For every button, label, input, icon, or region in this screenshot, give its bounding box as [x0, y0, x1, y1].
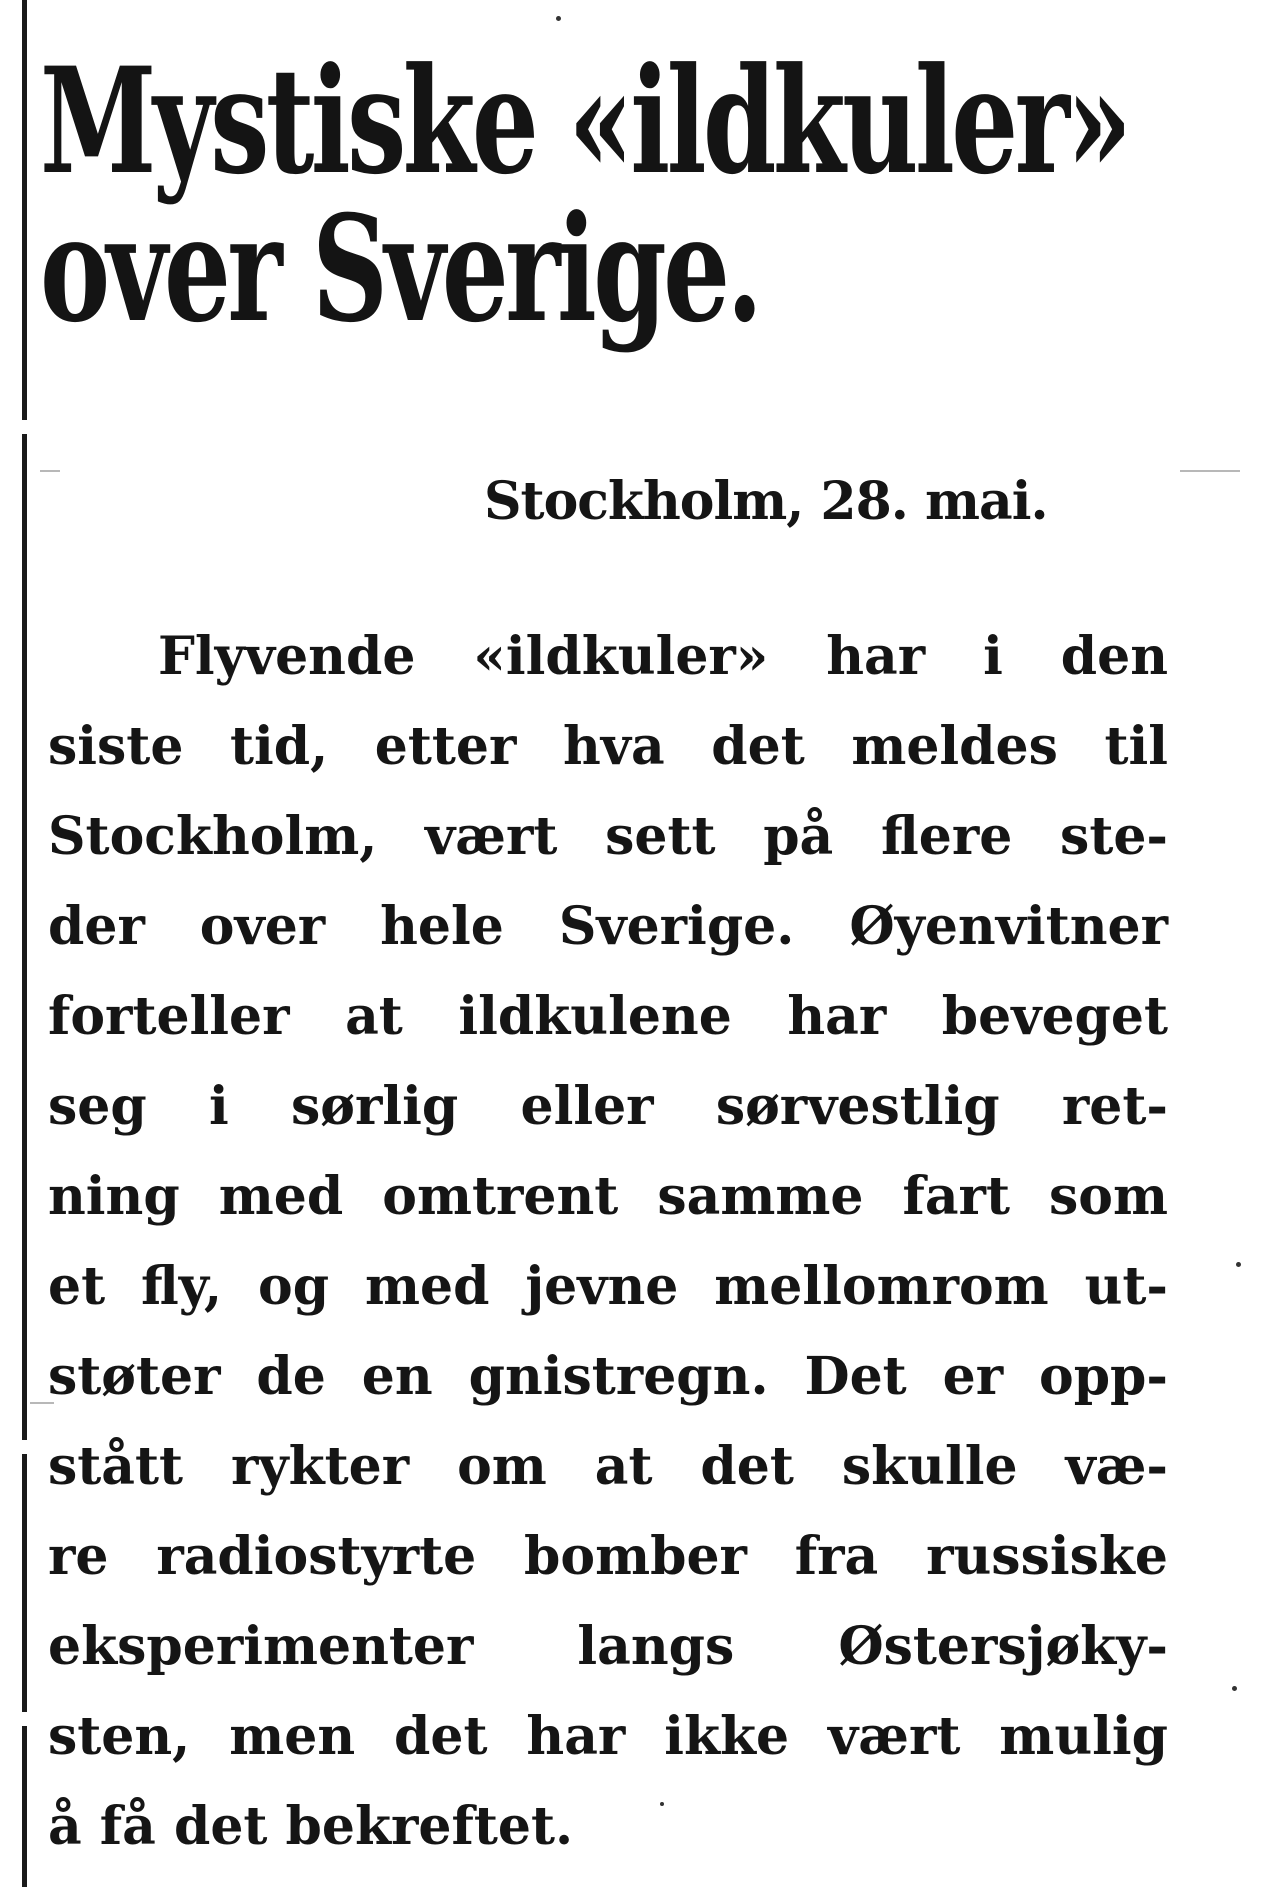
- headline-line-1: Mystiske «ildkuler»: [40, 36, 1129, 207]
- column-rule-gap: [20, 420, 29, 434]
- scan-speck: [556, 16, 561, 21]
- body-line: eksperimenter langs Østersjøky-: [48, 1616, 1168, 1677]
- headline-line-2: over Sverige.: [40, 184, 760, 355]
- article-body: [48, 612, 1168, 1872]
- dateline: Stockholm, 28. mai.: [484, 471, 1048, 532]
- body-line: Stockholm, vært sett på flere ste-: [48, 806, 1168, 867]
- body-line: re radiostyrte bomber fra russiske: [48, 1526, 1168, 1587]
- body-line: et fly, og med jevne mellomrom ut-: [48, 1256, 1168, 1317]
- headline: [40, 36, 1129, 355]
- scan-speck: [1236, 1262, 1241, 1267]
- scan-artifact: [40, 470, 60, 472]
- body-line: å få det bekreftet.: [48, 1796, 574, 1857]
- body-line: forteller at ildkulene har beveget: [48, 986, 1168, 1047]
- body-line: siste tid, etter hva det meldes til: [48, 716, 1168, 777]
- body-line: der over hele Sverige. Øyenvitner: [48, 896, 1168, 957]
- scan-speck: [1232, 1686, 1237, 1691]
- scan-artifact: [1180, 470, 1240, 472]
- body-line: sten, men det har ikke vært mulig: [48, 1706, 1168, 1767]
- body-line: stått rykter om at det skulle væ-: [48, 1436, 1168, 1497]
- body-line: seg i sørlig eller sørvestlig ret-: [48, 1076, 1168, 1137]
- column-rule-gap: [20, 1440, 29, 1454]
- body-line: støter de en gnistregn. Det er opp-: [48, 1346, 1168, 1407]
- body-line: ning med omtrent samme fart som: [48, 1166, 1168, 1227]
- column-rule-gap: [20, 1712, 29, 1726]
- body-line: Flyvende «ildkuler» har i den: [158, 626, 1168, 687]
- column-rule: [22, 0, 27, 1887]
